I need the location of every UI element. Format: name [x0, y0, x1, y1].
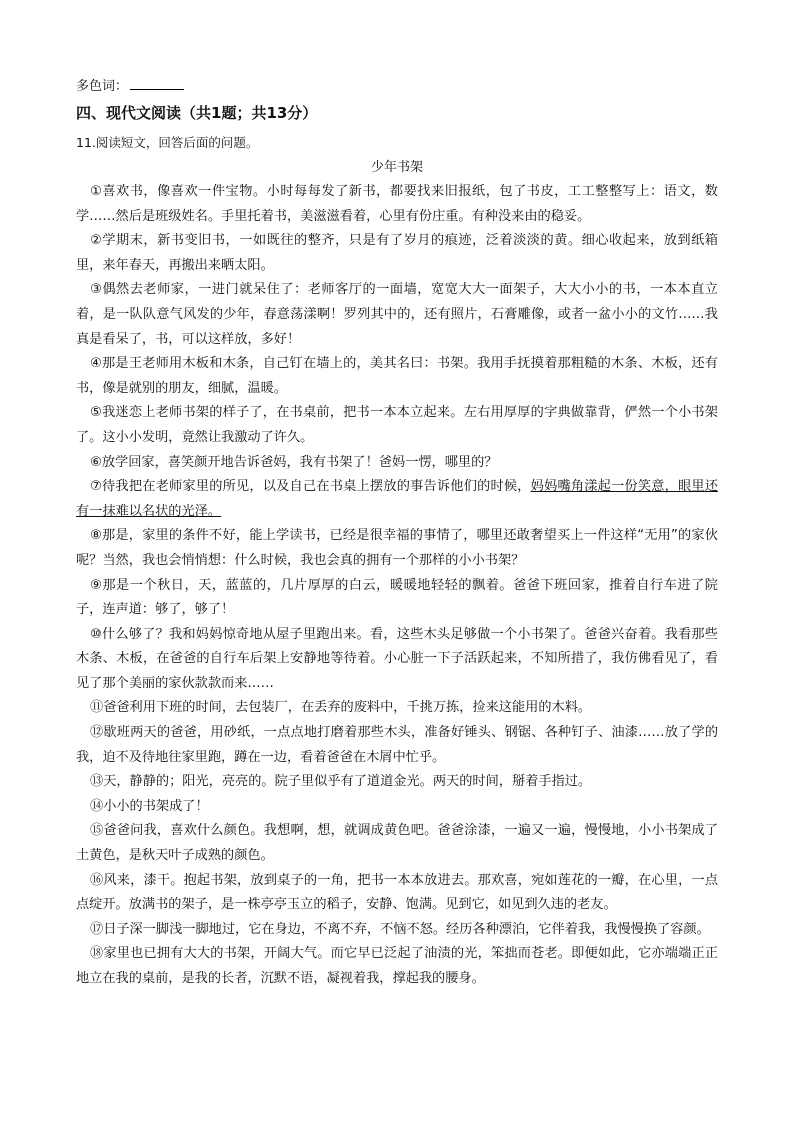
paragraph-text: 风来，漆干。抱起书架，放到桌子的一角，把书一本本放进去。那欢喜，宛如莲花的一瓣，在心里，一点点绽开。放满书的架子，是一株亭亭玉立的稻子，安静、饱满。见到它，如见到久违的老友。 [76, 872, 719, 913]
article-title: 少年书架 [370, 160, 423, 175]
paragraph-number: ② [90, 233, 103, 249]
paragraph-text: 那是一个秋日，天，蓝蓝的，几片厚厚的白云，暖暖地轻轻的飘着。爸爸下班回家，推着自行车进了院子，连声道：够了，够了！ [76, 577, 718, 618]
paragraph-number: ⑰ [90, 921, 104, 937]
paragraph-number: ⑦ [90, 479, 103, 495]
fill-blank-field[interactable] [130, 76, 184, 90]
paragraph-text: 爸爸问我，喜欢什么颜色。我想啊，想，就调成黄色吧。爸爸涂漆，一遍又一遍，慢慢地，小小书架成了土黄色，是秋天叶子成熟的颜色。 [76, 823, 719, 864]
article-paragraph [76, 721, 718, 770]
paragraph-number: ⑱ [90, 946, 104, 962]
article-paragraph [76, 475, 718, 524]
section-title: 四、现代文阅读（共1题；共13分） [76, 104, 318, 122]
article-paragraph [76, 451, 718, 476]
paragraph-number: ⑯ [90, 872, 104, 888]
article-paragraph [76, 574, 718, 623]
fill-blank-label: 多色词： [76, 79, 129, 94]
article-paragraph [76, 918, 718, 943]
article-paragraph [76, 696, 718, 721]
article-paragraph [76, 229, 718, 278]
paragraph-number: ⑥ [90, 454, 102, 470]
article-paragraph [76, 869, 718, 918]
underlined-sentence: 妈妈嘴角漾起一份笑意，眼里还有一抹难以名状的光泽。 [76, 479, 718, 519]
article-body [76, 180, 718, 992]
paragraph-number: ⑮ [90, 823, 104, 839]
paragraph-number: ⑨ [90, 577, 103, 593]
question-prompt: 11.阅读短文，回答后面的问题。 [76, 135, 259, 150]
paragraph-text: 待我把在老师家里的所见，以及自己在书桌上摆放的事告诉他们的时候， [102, 479, 531, 495]
paragraph-number: ⑪ [90, 700, 104, 716]
article-paragraph [76, 180, 718, 229]
article-paragraph [76, 524, 718, 573]
worksheet-page [76, 76, 718, 992]
paragraph-number: ⑫ [90, 725, 104, 741]
article-paragraph [76, 942, 718, 991]
paragraph-text: 爸爸利用下班的时间，去包装厂，在丢弃的废料中，千挑万拣，捡来这能用的木料。 [103, 700, 592, 716]
paragraph-text: 天，静静的；阳光，亮亮的。院子里似乎有了道道金光。两天的时间，掰着手指过。 [103, 774, 592, 790]
paragraph-text: 偶然去老师家，一进门就呆住了：老师客厅的一面墙，宽宽大大一面架子，大大小小的书，一本本直立着，是一队队意气风发的少年，春意荡漾啊！罗列其中的，还有照片，石膏雕像，或者一盆小小的文竹……我真是看呆了，书，可以这样放，多好！ [76, 282, 718, 347]
paragraph-text: 学期末，新书变旧书，一如既往的整齐，只是有了岁月的痕迹，泛着淡淡的黄。细心收起来，放到纸箱里，来年春天，再搬出来晒太阳。 [76, 233, 718, 273]
paragraph-number: ⑧ [90, 528, 103, 544]
paragraph-number: ⑤ [90, 405, 103, 421]
article-paragraph [76, 278, 718, 352]
paragraph-number: ④ [90, 356, 103, 372]
fill-blank-line [76, 76, 718, 98]
paragraph-text: 喜欢书，像喜欢一件宝物。小时每每发了新书，都要找来旧报纸，包了书皮，工工整整写上：语文，数学……然后是班级姓名。手里托着书，美滋滋看着，心里有份庄重。有种没来由的稳妥。 [76, 184, 718, 224]
article-paragraph [76, 352, 718, 401]
paragraph-number: ① [90, 184, 103, 199]
paragraph-text: 家里也已拥有大大的书架，开阔大气。而它早已泛起了油渍的光，笨拙而苍老。即便如此，它亦端端正正地立在我的桌前，是我的长者，沉默不语，凝视着我，撑起我的腰身。 [76, 946, 719, 986]
paragraph-text: 我迷恋上老师书架的样子了，在书桌前，把书一本本立起来。左右用厚厚的字典做靠背，俨然一个小书架了。这小小发明，竟然让我激动了许久。 [76, 405, 718, 445]
article-paragraph [76, 623, 718, 697]
article-paragraph [76, 401, 718, 450]
paragraph-text: 那是王老师用木板和木条，自己钉在墙上的，美其名曰：书架。我用手抚摸着那粗糙的木条、木板，还有书，像是就别的朋友，细腻，温暖。 [76, 356, 718, 396]
paragraph-text: 放学回家，喜笑颜开地告诉爸妈，我有书架了！爸妈一愣，哪里的？ [101, 454, 498, 470]
paragraph-number: ⑬ [90, 774, 104, 790]
paragraph-number: ⑩ [90, 626, 103, 642]
paragraph-text: 歇班两天的爸爸，用砂纸，一点点地打磨着那些木头，准备好锤头、钢锯、各种钉子、油漆……放了学的我，迫不及待地往家里跑，蹲在一边，看着爸爸在木屑中忙乎。 [76, 725, 719, 765]
paragraph-number: ⑭ [90, 798, 104, 814]
paragraph-text: 小小的书架成了！ [103, 798, 209, 814]
paragraph-text: 日子深一脚浅一脚地过，它在身边，不离不弃，不恼不怒。经历各种漂泊，它伴着我，我慢慢换了容颜。 [103, 921, 710, 937]
article-paragraph [76, 819, 718, 868]
paragraph-text: 那是，家里的条件不好，能上学读书，已经是很幸福的事情了，哪里还敢奢望买上一件这样“无用”的家伙呢？当然，我也会悄悄想：什么时候，我也会真的拥有一个那样的小小书架？ [76, 528, 718, 568]
paragraph-number: ③ [90, 282, 103, 298]
article-paragraph [76, 770, 718, 795]
article-paragraph [76, 795, 718, 820]
paragraph-text: 什么够了？我和妈妈惊奇地从屋子里跑出来。看，这些木头足够做一个小书架了。爸爸兴奋着。我看那些木条、木板，在爸爸的自行车后架上安静地等待着。小心脏一下子活跃起来，不知所措了，我仿佛看见了，看见了那个美丽的家伙款款而来…… [76, 626, 718, 691]
